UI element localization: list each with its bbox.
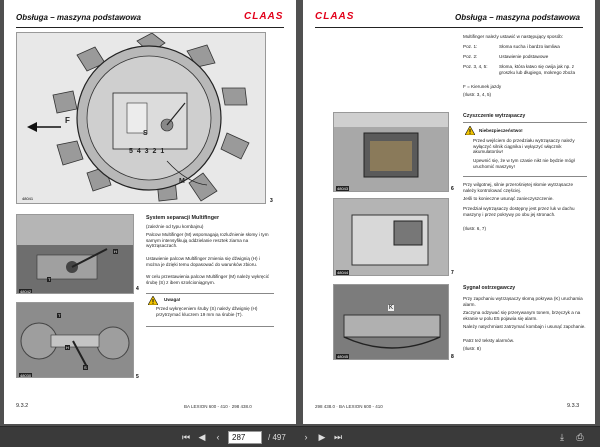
figure-reference: (Ilustr. 8)	[463, 346, 481, 351]
alarm-flap-photo	[334, 285, 449, 360]
last-page-button[interactable]: ⏭	[333, 432, 343, 442]
figure-number: 5	[136, 374, 139, 380]
danger-body: Przed wejściem do przedziału wytrząsaczy należy wyłączyć silnik ciągnika i wyłączyć włącznik akumulatorów!	[473, 138, 575, 155]
danger-title: Niebezpieczeństwo!	[479, 128, 523, 133]
figure-code: 48041	[22, 196, 34, 201]
figure-number: 6	[451, 186, 454, 192]
lever-photo	[17, 215, 134, 294]
page-footer: 298 438.0 · BA LEXION 600 - 410	[315, 404, 383, 409]
print-icon[interactable]: ⎙	[576, 432, 584, 442]
section-title: Sygnał ostrzegawczy	[463, 285, 516, 291]
danger-rule	[463, 176, 587, 177]
note-body: Przed wykręceniem śruby (S) należy dźwignię (H) przytrzymać kluczem 19 mm na śrubie (T).	[156, 306, 258, 317]
figure-code: 48044	[337, 270, 349, 275]
label-s: S	[84, 365, 87, 370]
figure-number: 4	[136, 286, 139, 292]
figure-6	[333, 112, 449, 192]
paragraph: Jeśli to konieczne usunąć zanieczyszczenie.	[463, 196, 554, 201]
paragraph: Należy natychmiast zatrzymać kombajn i usunąć zapchanie.	[463, 324, 586, 329]
paragraph: Ustawienie palcow Multifinger zmienia się dźwignią (H) i można je dzięki temu dopasować do warunków zbioru.	[146, 256, 260, 267]
page-number: 9.3.3	[567, 403, 580, 409]
previous-button[interactable]: ‹	[216, 432, 220, 442]
label-s: S	[143, 130, 148, 137]
position-key: Poz. 3, 4, 5:	[463, 64, 488, 69]
note-title: Uwaga!	[164, 297, 181, 302]
label-h: H	[114, 249, 117, 254]
paragraph: Palcow Multifinger (M) wspomagają rozluźnienie słomy i tym samym intensyfikują oddzielanie resztek ziarna na wytrząsaczach.	[146, 232, 269, 249]
intro-text: Multifinger należy ustawić w następujący sposób:	[463, 34, 564, 39]
page-footer: BA LEXION 600 - 410 · 298 438.0	[184, 404, 252, 409]
page-header: Obsługa – maszyna podstawowa	[455, 13, 580, 22]
claas-logo: CLAAS	[244, 11, 284, 22]
figure-8	[333, 284, 449, 360]
page-header: Obsługa – maszyna podstawowa	[16, 13, 141, 22]
danger-rule	[463, 122, 587, 123]
figure-reference: (Ilustr. 3, 4, 5)	[463, 92, 492, 97]
claas-logo: CLAAS	[315, 11, 355, 22]
paragraph: Przy zapchaniu wytrząsaczy słomą pokrywa (K) uruchamia alarm.	[463, 296, 583, 307]
figure-number: 8	[451, 354, 454, 360]
page-number-input[interactable]: 287	[228, 431, 262, 444]
paragraph: W celu przestawienia palcow Multifinger (M) należy wykręcić śrubę (S) z ibem szościoniągnym.	[146, 274, 270, 285]
figure-4	[16, 214, 134, 294]
total-pages: 497	[272, 433, 286, 442]
figure-number: 3	[270, 198, 273, 204]
warning-icon	[148, 296, 158, 305]
figure-code: 48030	[20, 373, 32, 378]
direction-note: F = Kierunek jazdy	[463, 84, 502, 89]
next-button[interactable]: ›	[304, 432, 308, 442]
page-separator	[268, 431, 286, 444]
multifinger-drum-drawing	[17, 33, 266, 204]
first-page-button[interactable]: ⏮	[181, 432, 191, 442]
lever-closeup-photo	[17, 303, 134, 378]
paragraph: Patrz też teksty alarmów.	[463, 338, 515, 343]
figure-number: 7	[451, 270, 454, 276]
figure-3	[16, 32, 266, 204]
danger-note: Upewnić się, że w tym czasie nikt nie będzie mógł uruchomić maszyny!	[473, 158, 575, 169]
note-rule	[146, 326, 274, 327]
header-rule	[16, 27, 284, 28]
previous-page-button[interactable]: ◀	[198, 432, 206, 442]
right-page	[303, 0, 595, 424]
label-t: T	[58, 313, 61, 318]
note-rule	[146, 293, 274, 294]
position-numbers: 5 4 3 2 1	[129, 148, 166, 155]
side-cover-photo	[334, 199, 449, 276]
figure-code: 48045	[337, 354, 349, 359]
figure-code: 48042	[20, 289, 32, 294]
paragraph: (zależnie od typu kombajnu)	[146, 224, 204, 229]
left-page	[4, 0, 296, 424]
figure-reference: (Ilustr. 6, 7)	[463, 226, 486, 231]
separator-slash: /	[268, 433, 271, 442]
next-page-button[interactable]: ▶	[318, 432, 326, 442]
position-key: Poz. 1:	[463, 44, 478, 49]
position-value: Ustawienie podstawowe	[499, 54, 549, 59]
label-m: M	[179, 178, 185, 185]
position-value: Słoma, która łatwo się owija jak np. z groszku lub długiego, mokrego zboża	[499, 64, 576, 75]
label-h: H	[66, 345, 69, 350]
position-key: Poz. 2:	[463, 54, 478, 59]
page-number: 9.3.2	[16, 403, 29, 409]
shaker-compartment-photo	[334, 113, 449, 192]
figure-code: 48043	[337, 186, 349, 191]
paragraph: Zaczyna odzywać się przerywanym tonem, brzęczyk a na ekranie w polu E5 pojawia się alarm.	[463, 310, 581, 321]
position-value: Słoma sucha i bardzo łamliwa	[499, 44, 560, 49]
section-title: Czyszczenie wytrząsaczy	[463, 113, 526, 119]
figure-5	[16, 302, 134, 378]
paragraph: Przedział wytrząsaczy dostępny jest przez luk w dachu maszyny i przez pokrywy po obu jej stronach.	[463, 206, 575, 217]
section-title: System separacji Multifinger	[146, 215, 220, 221]
header-rule	[315, 27, 583, 28]
figure-7	[333, 198, 449, 276]
label-t: T	[48, 277, 51, 282]
download-icon[interactable]: ⤓	[560, 432, 564, 442]
paragraph: Przy wilgotnej, silnie przerośniętej słomie wytrząsacze należy kontrolować częściej.	[463, 182, 574, 193]
warning-icon	[465, 126, 475, 135]
label-k: K	[389, 305, 394, 311]
label-f: F	[65, 116, 70, 125]
viewer-toolbar	[0, 426, 600, 447]
